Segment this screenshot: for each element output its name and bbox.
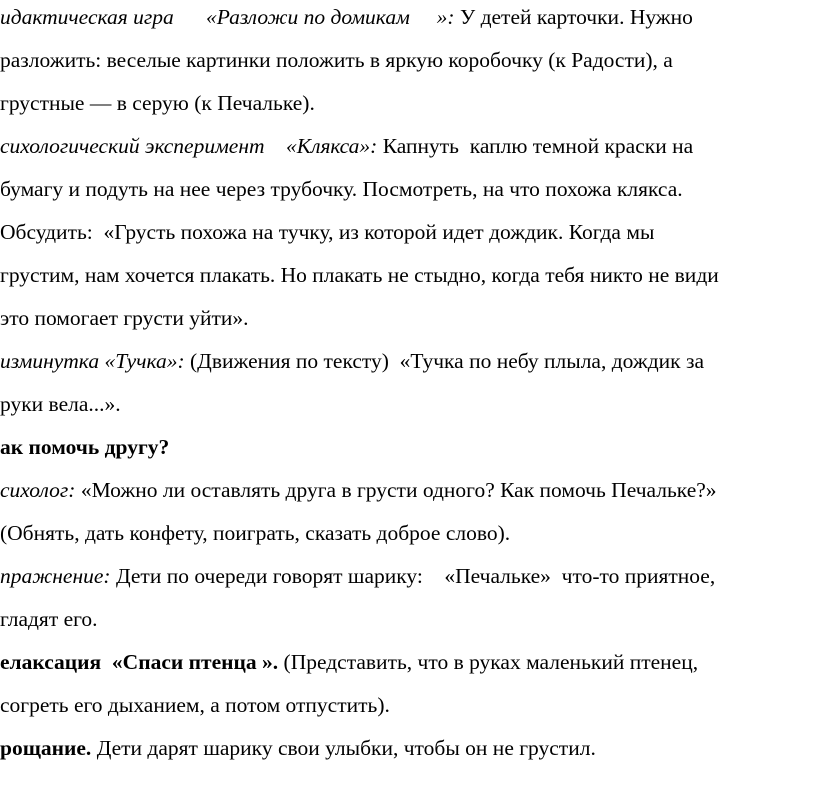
italic-text: сихологический эксперимент «Клякса»:: [0, 134, 378, 158]
text-line: [0, 735, 816, 761]
plain-text: Дети дарят шарику свои улыбки, чтобы он не грустил.: [91, 736, 596, 760]
text-line: [0, 692, 816, 718]
text-line: [0, 47, 816, 73]
plain-text: (Представить, что в руках маленький птенец,: [278, 650, 699, 674]
plain-text: бумагу и подуть на нее через трубочку. Посмотреть, на что похожа клякса.: [0, 177, 683, 201]
bold-text: ак помочь другу?: [0, 435, 170, 459]
text-line: [0, 520, 816, 546]
plain-text: руки вела...».: [0, 392, 121, 416]
italic-text: идактическая игра «Разложи по домикам »:: [0, 5, 455, 29]
text-line: [0, 305, 816, 331]
plain-text: У детей карточки. Нужно: [454, 5, 693, 29]
plain-text: это помогает грусти уйти».: [0, 306, 249, 330]
text-line: [0, 606, 816, 632]
italic-text: изминутка «Тучка»:: [0, 349, 185, 373]
plain-text: «Можно ли оставлять друга в грусти одного? Как помочь Печальке?»: [75, 478, 717, 502]
text-line: [0, 133, 816, 159]
text-line: [0, 4, 816, 30]
plain-text: разложить: веселые картинки положить в яркую коробочку (к Радости), а: [0, 48, 673, 72]
text-line: [0, 563, 816, 589]
text-line: [0, 649, 816, 675]
text-line: [0, 477, 816, 503]
text-line: [0, 90, 816, 116]
bold-text: елаксация «Спаси птенца ».: [0, 650, 279, 674]
text-line: [0, 434, 816, 460]
text-line: [0, 391, 816, 417]
plain-text: гладят его.: [0, 607, 98, 631]
text-line: [0, 262, 816, 288]
plain-text: Обсудить: «Грусть похожа на тучку, из которой идет дождик. Когда мы: [0, 220, 655, 244]
plain-text: (Движения по тексту) «Тучка по небу плыла, дождик за: [184, 349, 705, 373]
plain-text: Дети по очереди говорят шарику: «Печальке» что-то приятное,: [110, 564, 716, 588]
plain-text: (Обнять, дать конфету, поиграть, сказать доброе слово).: [0, 521, 511, 545]
plain-text: грустные — в серую (к Печальке).: [0, 91, 315, 115]
text-line: [0, 219, 816, 245]
plain-text: Капнуть каплю темной краски на: [377, 134, 694, 158]
italic-text: сихолог:: [0, 478, 76, 502]
text-line: [0, 348, 816, 374]
italic-text: пражнение:: [0, 564, 111, 588]
plain-text: согреть его дыханием, а потом отпустить).: [0, 693, 390, 717]
bold-text: рощание.: [0, 736, 92, 760]
text-line: [0, 176, 816, 202]
plain-text: грустим, нам хочется плакать. Но плакать не стыдно, когда тебя никто не види: [0, 263, 719, 287]
